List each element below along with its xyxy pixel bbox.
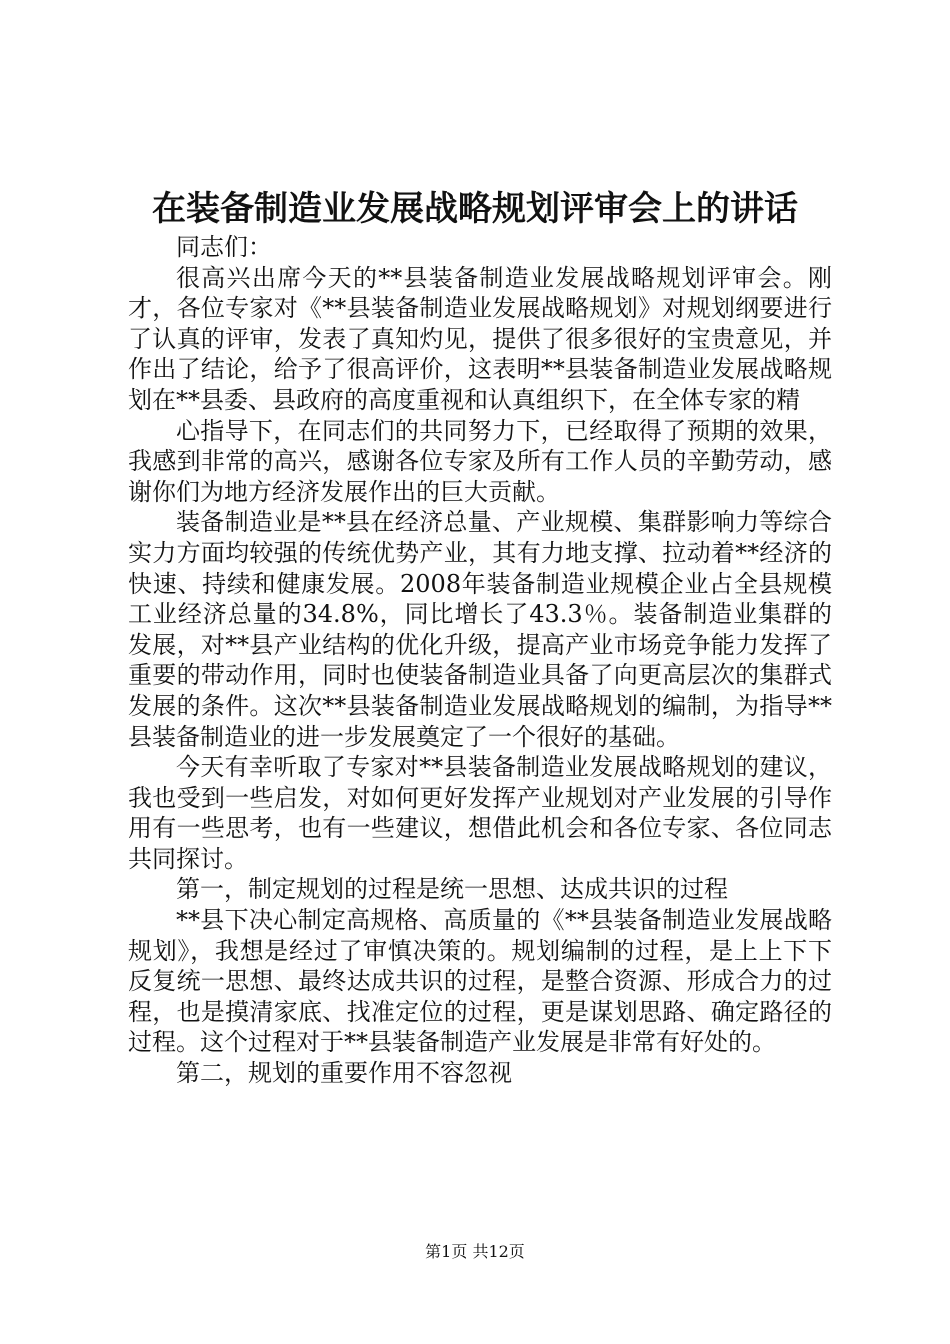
paragraph-greeting: 同志们： — [176, 233, 272, 261]
paragraph: 今天有幸听取了专家对**县装备制造业发展战略规划的建议，我也受到一些启发，对如何更好发挥产业规划对产业发展的引导作用有一些思考，也有一些建议，想借此机会和各位专家、各位同志共同探讨。 — [128, 753, 832, 873]
document-body — [128, 232, 832, 1089]
paragraph: 心指导下，在同志们的共同努力下，已经取得了预期的效果，我感到非常的高兴，感谢各位专家及所有工作人员的辛勤劳动，感谢你们为地方经济发展作出的巨大贡献。 — [128, 416, 832, 506]
document-title: 在装备制造业发展战略规划评审会上的讲话 — [152, 189, 798, 229]
page-footer: 第1页 共12页 — [425, 1242, 525, 1261]
paragraph: 很高兴出席今天的**县装备制造业发展战略规划评审会。刚才，各位专家对《**县装备制造业发展战略规划》对规划纲要进行了认真的评审，发表了真知灼见，提供了很多很好的宝贵意见，并作出了结论，给予了很高评价，这表明**县装备制造业发展战略规划在**县委、县政府的高度重视和认真组织下，在全体专家的精 — [128, 263, 832, 414]
section-heading-second: 第二，规划的重要作用不容忽视 — [176, 1059, 512, 1088]
paragraph: **县下决心制定高规格、高质量的《**县装备制造业发展战略规划》，我想是经过了审慎决策的。规划编制的过程，是上上下下反复统一思想、最终达成共识的过程，是整合资源、形成合力的过程，也是摸清家底、找准定位的过程，更是谋划思路、确定路径的过程。这个过程对于**县装备制造产业发展是非常有好处的。 — [128, 906, 832, 1057]
paragraph: 装备制造业是**县在经济总量、产业规模、集群影响力等综合实力方面均较强的传统优势产业，其有力地支撑、拉动着**经济的快速、持续和健康发展。2008年装备制造业规模企业占全县规模工业经济总量的34.8%，同比增长了43.3％。装备制造业集群的发展，对**县产业结构的优化升级，提高产业市场竞争能力发挥了重要的带动作用，同时也使装备制造业具备了向更高层次的集群式发展的条件。这次**县装备制造业发展战略规划的编制，为指导**县装备制造业的进一步发展奠定了一个很好的基础。 — [128, 508, 832, 751]
section-heading-first: 第一，制定规划的过程是统一思想、达成共识的过程 — [176, 875, 728, 904]
